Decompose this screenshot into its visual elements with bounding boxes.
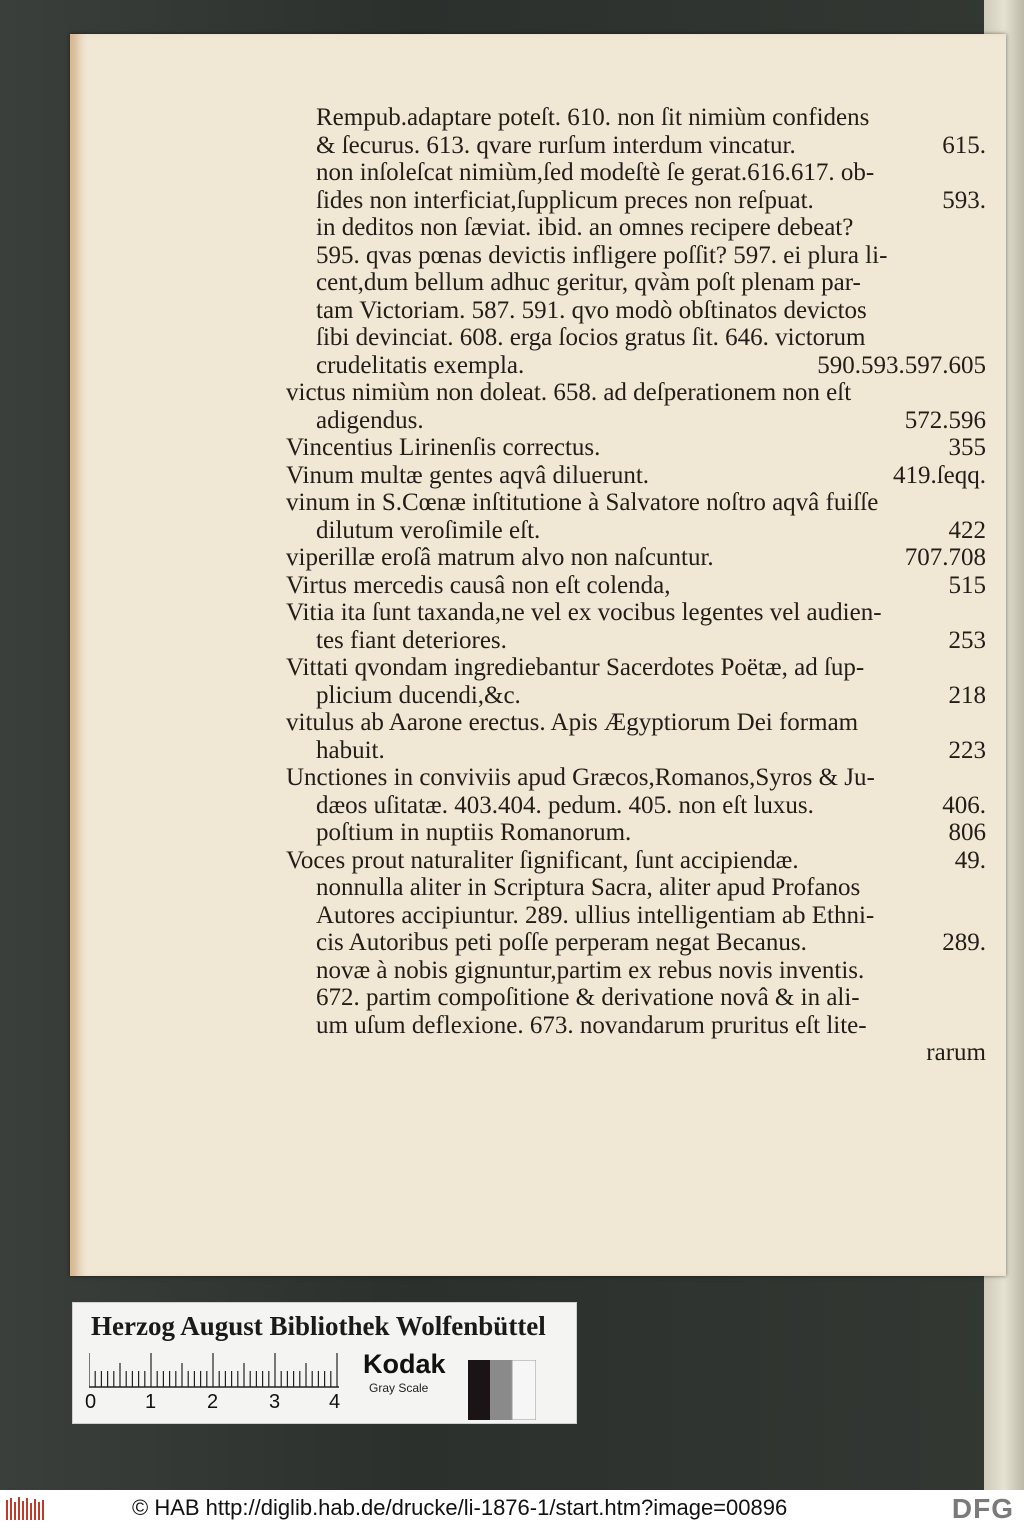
entry-heading: Vitia ita ſunt taxanda,ne vel ex vocibus legentes vel audien- (286, 599, 882, 626)
ruler-number: 4 (329, 1391, 341, 1413)
text-line: cent,dum bellum adhuc geritur, qvàm poſt plenam par- (316, 269, 861, 296)
page-reference: 806 (948, 819, 986, 846)
index-entry (286, 434, 986, 462)
page-reference: 590.593.597.605 (817, 351, 986, 379)
book-page (70, 34, 1006, 1276)
viewer-footer (0, 1490, 1024, 1528)
text-line: & ſecurus. 613. qvare rurſum interdum vincatur. 615. (316, 131, 986, 159)
page-reference: 355 (948, 434, 986, 461)
text-line: in deditos non ſæviat. ibid. an omnes recipere debeat? (316, 214, 854, 241)
index-entry (286, 544, 986, 572)
ruler-icon (89, 1351, 349, 1391)
index-entry (286, 489, 986, 544)
page-reference: 253 (948, 626, 986, 654)
entry-continuation: poſtium in nuptiis Romanorum. 806 (316, 819, 986, 846)
entry-heading: Voces prout naturaliter ſignificant, ſunt accipiendæ. 49. (286, 846, 986, 874)
gray-scale-swatches-icon (468, 1360, 536, 1420)
kodak-brand: Kodak (363, 1349, 446, 1379)
entry-continuation: dilutum veroſimile eſt. 422 (316, 516, 986, 544)
ruler-number: 0 (85, 1391, 97, 1413)
index-entry (286, 379, 986, 434)
index-entry (286, 572, 986, 600)
continued-entry (286, 104, 986, 379)
text-line: Rempub.adaptare poteſt. 610. non ſit nimiùm confidens (316, 104, 870, 131)
page-reference: 572.596 (904, 406, 986, 434)
page-reference: 515 (948, 571, 986, 599)
index-entry-unctiones (286, 764, 986, 847)
entry-continuation: 672. partim compoſitione & derivatione novâ & in ali- (316, 984, 860, 1011)
text-line: 595. qvas pœnas devictis infligere poſſit? 597. ei plura li- (316, 241, 888, 269)
entry-continuation: habuit. 223 (316, 736, 986, 764)
index-text-block (286, 104, 986, 1067)
index-entry (286, 462, 986, 490)
ruler-number: 1 (145, 1391, 157, 1413)
library-color-chart-label (72, 1302, 577, 1424)
page-reference: 422 (948, 516, 986, 544)
entry-continuation: tes fiant deteriores. 253 (316, 626, 986, 654)
page-reference: 419.ſeqq. (892, 461, 986, 489)
page-reference: 707.708 (904, 544, 986, 571)
entry-heading: Unctiones in conviviis apud Græcos,Romanos,Syros & Ju- (286, 764, 875, 791)
library-name: Herzog August Bibliothek Wolfenbüttel (91, 1311, 546, 1341)
source-link[interactable]: © HAB http://diglib.hab.de/drucke/li-1876-1/start.htm?image=00896 (132, 1495, 788, 1520)
page-reference: 593. (942, 186, 986, 214)
index-entry (286, 599, 986, 654)
entry-heading: vitulus ab Aarone erectus. Apis Ægyptiorum Dei formam (286, 709, 859, 736)
entry-heading: Vittati qvondam ingrediebantur Sacerdotes Poëtæ, ad ſup- (286, 654, 865, 681)
index-entry-voces (286, 847, 986, 1040)
text-line: tam Victoriam. 587. 591. qvo modò obſtinatos devictos (316, 296, 867, 324)
page-reference: 615. (942, 131, 986, 159)
ruler-number: 3 (269, 1391, 281, 1413)
index-entry (286, 654, 986, 709)
entry-continuation: nonnulla aliter in Scriptura Sacra, aliter apud Profanos (316, 874, 861, 901)
catchword: rarum (926, 1039, 986, 1066)
entry-continuation: um uſum deflexione. 673. novandarum pruritus eſt lite- (316, 1011, 867, 1039)
entry-continuation: plicium ducendi,&c. 218 (316, 681, 986, 709)
entry-continuation: dæos uſitatæ. 403.404. pedum. 405. non eſt luxus. 406. (316, 791, 986, 819)
page-reference: 223 (948, 736, 986, 764)
gray-scale-label: Gray Scale (369, 1381, 429, 1395)
entry-heading: vinum in S.Cœnæ inſtitutione à Salvatore noſtro aqvâ fuiſſe (286, 489, 879, 516)
entry-heading: Virtus mercedis causâ non eſt colenda, 515 (286, 571, 986, 599)
entry-continuation: adigendus. 572.596 (316, 406, 986, 434)
index-entry (286, 709, 986, 764)
page-reference: 49. (954, 846, 986, 874)
text-line: crudelitatis exempla. 590.593.597.605 (316, 351, 986, 379)
ruler-number: 2 (207, 1391, 219, 1413)
entry-continuation: cis Autoribus peti poſſe perperam negat Becanus. 289. (316, 929, 986, 956)
entry-heading: Vinum multæ gentes aqvâ diluerunt. 419.ſeqq. (286, 461, 986, 489)
entry-heading: victus nimiùm non doleat. 658. ad deſperationem non eſt (286, 379, 852, 406)
text-line: non inſoleſcat nimiùm,ſed modeſtè ſe gerat.616.617. ob- (316, 159, 875, 186)
page-reference: 406. (942, 791, 986, 819)
entry-heading: Vincentius Lirinenſis correctus. 355 (286, 434, 986, 461)
entry-continuation: novæ à nobis gignuntur,partim ex rebus novis inventis. (316, 956, 865, 984)
page-reference: 289. (942, 929, 986, 956)
entry-continuation: Autores accipiuntur. 289. ullius intelligentiam ab Ethni- (316, 901, 875, 929)
entry-heading: viperillæ eroſâ matrum alvo non naſcuntur. 707.708 (286, 544, 986, 571)
hab-logo-icon (6, 1496, 46, 1522)
dfg-logo: DFG (951, 1493, 1014, 1524)
text-line: ſides non interficiat,ſupplicum preces non reſpuat. 593. (316, 186, 986, 214)
page-reference: 218 (948, 681, 986, 709)
text-line: ſibi devinciat. 608. erga ſocios gratus ſit. 646. victorum (316, 324, 866, 351)
